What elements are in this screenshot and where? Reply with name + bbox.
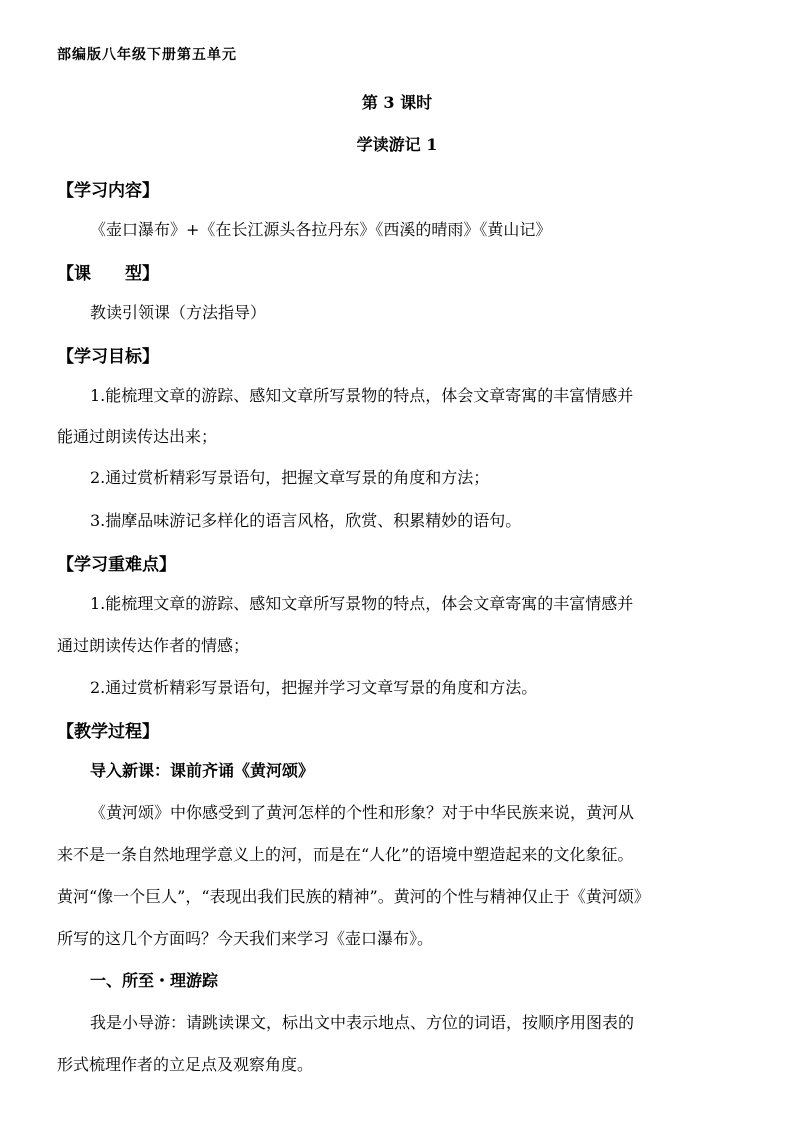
goal-line: 1.能梳理文章的游踪、感知文章所写景物的特点，体会文章寄寓的丰富情感并 [90, 386, 634, 405]
key-point-line: 通过朗读传达作者的情感； [57, 636, 250, 655]
section-heading-key-points: 【学习重难点】 [57, 555, 176, 575]
section-heading-content: 【学习内容】 [57, 181, 159, 201]
intro-heading: 导入新课：课前齐诵《黄河颂》 [90, 761, 315, 780]
intro-paragraph-line: 来不是一条自然地理学意义上的河，而是在“人化”的语境中塑造起来的文化象征。 [57, 845, 634, 864]
goal-line: 能通过朗读传达出来； [57, 427, 218, 446]
section-heading-type: 【课 型】 [57, 264, 159, 284]
key-point-line: 1.能梳理文章的游踪、感知文章所写景物的特点，体会文章寄寓的丰富情感并 [90, 594, 634, 613]
part-one-heading: 一、所至・理游踪 [90, 971, 219, 990]
document-header: 部编版八年级下册第五单元 [57, 47, 237, 63]
section-heading-goals: 【学习目标】 [57, 347, 159, 367]
goal-line: 2.通过赏析精彩写景语句，把握文章写景的角度和方法； [90, 468, 490, 487]
type-line: 教读引领课（方法指导） [90, 303, 267, 322]
content-line: 《壶口瀑布》+《在长江源头各拉丹东》《西溪的晴雨》《黄山记》 [90, 220, 552, 239]
key-point-line: 2.通过赏析精彩写景语句，把握并学习文章写景的角度和方法。 [90, 678, 538, 697]
lesson-topic-title: 学读游记 1 [356, 135, 438, 154]
part-one-line: 我是小导游：请跳读课文，标出文中表示地点、方位的词语，按顺序用图表的 [90, 1013, 635, 1032]
goal-line: 3.揣摩品味游记多样化的语言风格，欣赏、积累精妙的语句。 [90, 511, 522, 530]
intro-paragraph-line: 《黄河颂》中你感受到了黄河怎样的个性和形象？对于中华民族来说，黄河从 [90, 803, 635, 822]
part-one-line: 形式梳理作者的立足点及观察角度。 [57, 1055, 314, 1074]
section-heading-process: 【教学过程】 [57, 722, 159, 742]
intro-paragraph-line: 黄河“像一个巨人”，“表现出我们民族的精神”。黄河的个性与精神仅止于《黄河颂》 [57, 887, 650, 906]
intro-paragraph-line: 所写的这几个方面吗？今天我们来学习《壶口瀑布》。 [57, 929, 434, 948]
lesson-number-title: 第 3 课时 [361, 93, 433, 112]
